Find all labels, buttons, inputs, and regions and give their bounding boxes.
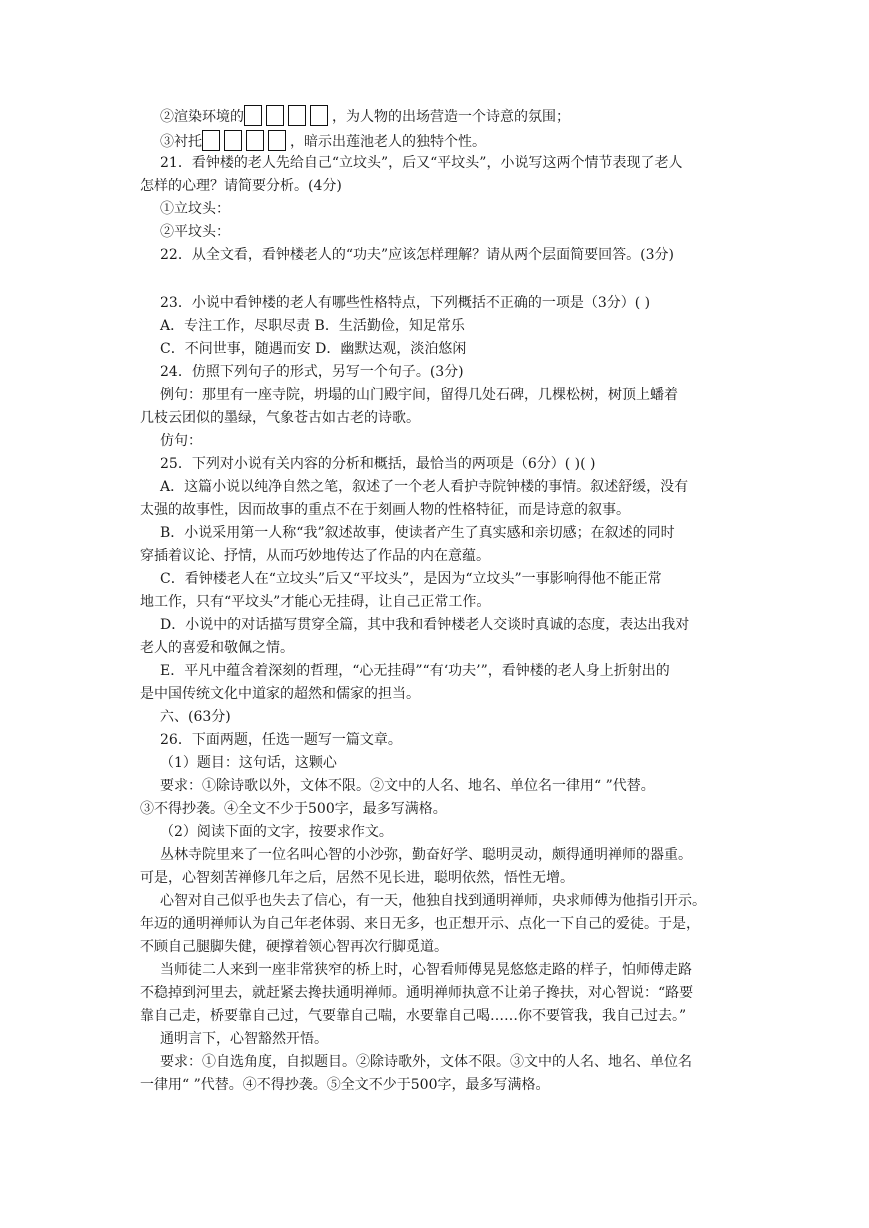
text-line: 靠自己走，桥要靠自己过，气要靠自己喘，水要靠自己喝……你不要管我，我自己过去。” <box>140 1008 687 1024</box>
line-suffix: ，为人物的出场营造一个诗意的氛围； <box>332 109 570 125</box>
answer-box[interactable] <box>202 130 220 151</box>
text-line: 不稳掉到河里去，就赶紧去搀扶通明禅师。通明禅师执意不让弟子搀扶，对心智说：“路要 <box>140 985 694 1001</box>
text-line: 地工作，只有“平坟头”才能心无挂碍，让自己正常工作。 <box>140 594 491 610</box>
text-line: 老人的喜爱和敬佩之情。 <box>140 640 294 656</box>
line-suffix: ，暗示出莲池老人的独特个性。 <box>290 134 486 150</box>
text-line: 年迈的通明禅师认为自己年老体弱、来日无多，也正想开示、点化一下自己的爱徒。于是， <box>140 916 700 932</box>
option-line: A．这篇小说以纯净自然之笔，叙述了一个老人看护寺院钟楼的事情。叙述舒缓，没有 <box>160 479 689 495</box>
text-line: 通明言下，心智豁然开悟。 <box>160 1031 328 1047</box>
text-line: （2）阅读下面的文字，按要求作文。 <box>160 824 393 840</box>
answer-box[interactable] <box>310 105 328 126</box>
text-line: ②平坟头： <box>160 224 230 240</box>
answer-box[interactable] <box>268 130 286 151</box>
option-line: D．小说中的对话描写贯穿全篇，其中我和看钟楼老人交谈时真诚的态度，表达出我对 <box>160 617 690 633</box>
answer-box[interactable] <box>288 105 306 126</box>
text-line: 要求：①自选角度，自拟题目。②除诗歌外，文体不限。③文中的人名、地名、单位名 <box>160 1054 692 1070</box>
text-line: 怎样的心理？请简要分析。(4分) <box>140 178 342 194</box>
question-26: 26．下面两题，任选一题写一篇文章。 <box>160 732 402 748</box>
answer-box[interactable] <box>246 130 264 151</box>
question-24: 24．仿照下列句子的形式，另写一个句子。(3分) <box>160 364 464 380</box>
text-line: 几枝云团似的墨绿，气象苍古如古老的诗歌。 <box>140 410 420 426</box>
option-line: E．平凡中蕴含着深刻的哲理，“心无挂碍”“有‘功夫’”，看钟楼的老人身上折射出的 <box>160 663 670 679</box>
text-line: ①立坟头： <box>160 201 230 217</box>
answer-box[interactable] <box>266 105 284 126</box>
option-line: B．小说采用第一人称“我”叙述故事，使读者产生了真实感和亲切感；在叙述的同时 <box>160 525 675 541</box>
question-22: 22．从全文看，看钟楼老人的“功夫”应该怎样理解？请从两个层面简要回答。(3分) <box>160 247 674 263</box>
question-25: 25．下列对小说有关内容的分析和概括，最恰当的两项是（6分）( )( ) <box>160 456 596 472</box>
text-line: 仿句： <box>160 433 202 449</box>
text-line: （1）题目：这句话，这颗心 <box>160 755 337 771</box>
text-line: 是中国传统文化中道家的超然和儒家的担当。 <box>140 686 420 702</box>
text-line: 不顾自己腿脚失健，硬撑着领心智再次行脚觅道。 <box>140 939 448 955</box>
text-line: 例句：那里有一座寺院，坍塌的山门殿宇间，留得几处石碑，几棵松树，树顶上蟠着 <box>160 387 678 403</box>
option-line: C．不问世事，随遇而安 D．幽默达观，淡泊悠闲 <box>160 341 467 357</box>
text-line: 可是，心智刻苦禅修几年之后，居然不见长进，聪明依然，悟性无增。 <box>140 870 574 886</box>
option-line: C．看钟楼老人在“立坟头”后又“平坟头”，是因为“立坟头”一事影响得他不能正常 <box>160 571 662 587</box>
text-line: 一律用“ ”代替。④不得抄袭。⑤全文不少于500字，最多写满格。 <box>140 1077 550 1093</box>
line-prefix: ③衬托 <box>160 134 202 150</box>
question-21: 21．看钟楼的老人先给自己“立坟头”，后又“平坟头”，小说写这两个情节表现了老人 <box>160 155 683 171</box>
text-line: 穿插着议论、抒情，从而巧妙地传达了作品的内在意蕴。 <box>140 548 490 564</box>
text-line: 要求：①除诗歌以外，文体不限。②文中的人名、地名、单位名一律用“ ”代替。 <box>160 778 655 794</box>
line-prefix: ②渲染环境的 <box>160 109 244 125</box>
question-23: 23．小说中看钟楼的老人有哪些性格特点，下列概括不正确的一项是（3分）( ) <box>160 295 651 311</box>
text-line: ③不得抄袭。④全文不少于500字，最多写满格。 <box>140 801 447 817</box>
text-line: 太强的故事性，因而故事的重点不在于刻画人物的性格特征，而是诗意的叙事。 <box>140 502 630 518</box>
text-line <box>0 130 869 152</box>
section-heading: 六、(63分) <box>160 709 231 725</box>
text-line: 心智对自己似乎也失去了信心，有一天，他独自找到通明禅师，央求师傅为他指引开示。 <box>160 893 706 909</box>
text-line: 当师徒二人来到一座非常狭窄的桥上时，心智看师傅晃晃悠悠走路的样子，怕师傅走路 <box>160 962 692 978</box>
answer-box[interactable] <box>224 130 242 151</box>
text-line <box>0 105 869 127</box>
text-line: 丛林寺院里来了一位名叫心智的小沙弥，勤奋好学、聪明灵动，颇得通明禅师的器重。 <box>160 847 692 863</box>
option-line: A．专注工作，尽职尽责 B．生活勤俭，知足常乐 <box>160 318 465 334</box>
answer-box[interactable] <box>244 105 262 126</box>
